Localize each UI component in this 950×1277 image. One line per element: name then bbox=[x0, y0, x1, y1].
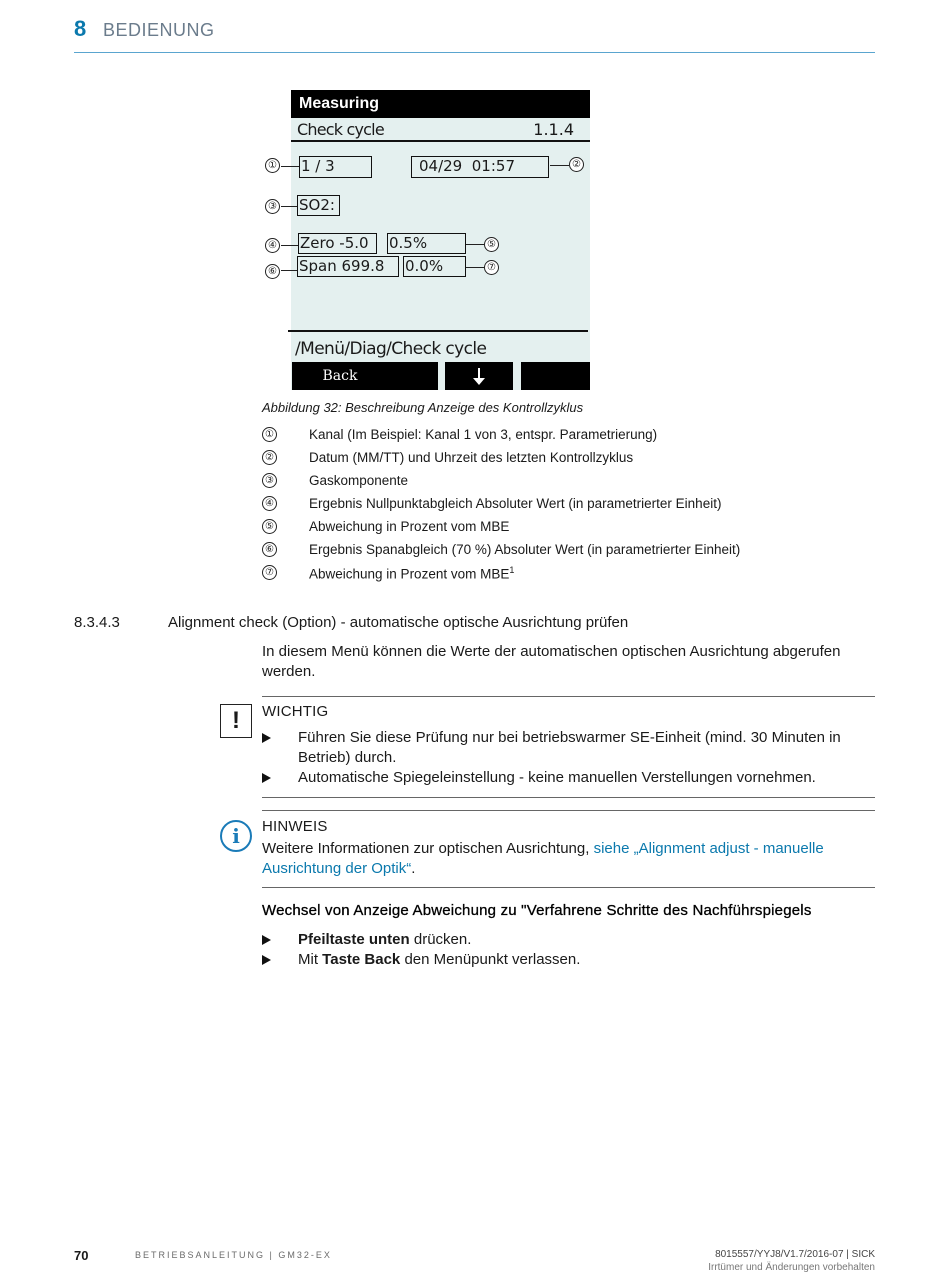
callout-1: ① bbox=[265, 158, 280, 173]
step-key: Taste Back bbox=[322, 951, 401, 968]
legend-text-main: Abweichung in Prozent vom MBE bbox=[309, 566, 510, 582]
steps-heading: Wechsel von Anzeige Abweichung zu "Verfahrene Schritte des Nachführspiegels bbox=[262, 902, 812, 919]
step-rest: den Menüpunkt verlassen. bbox=[400, 951, 581, 968]
figure-caption: Abbildung 32: Beschreibung Anzeige des Kontrollzyklus bbox=[262, 400, 584, 415]
legend-number: ④ bbox=[262, 496, 277, 511]
legend-item bbox=[262, 518, 882, 541]
divider bbox=[262, 797, 875, 798]
warning-icon: ! bbox=[220, 704, 252, 738]
footnote-marker: 1 bbox=[509, 565, 515, 575]
info-icon: i bbox=[220, 820, 252, 852]
step-item bbox=[262, 950, 875, 970]
span-value-box: Span 699.8 bbox=[297, 256, 399, 277]
bullet-arrow-icon bbox=[262, 773, 271, 783]
callout-2: ② bbox=[569, 157, 584, 172]
channel-box: 1 / 3 bbox=[299, 156, 372, 178]
arrow-down-icon bbox=[471, 367, 487, 387]
callout-line-6 bbox=[281, 270, 297, 271]
note-heading: HINWEIS bbox=[262, 818, 328, 835]
callout-line-3 bbox=[281, 206, 297, 207]
note-text-after: . bbox=[411, 860, 416, 877]
legend-number: ③ bbox=[262, 473, 277, 488]
footer-disclaimer: Irrtümer und Änderungen vorbehalten bbox=[708, 1262, 875, 1273]
legend-number: ⑤ bbox=[262, 519, 277, 534]
softkey-down bbox=[445, 362, 513, 390]
legend-number: ⑦ bbox=[262, 565, 277, 580]
display-menu-path: /Menü/Diag/Check cycle bbox=[288, 330, 588, 362]
note-text bbox=[262, 839, 875, 879]
step-text bbox=[298, 950, 875, 970]
bullet-arrow-icon bbox=[262, 935, 271, 945]
display-title: Measuring bbox=[291, 90, 590, 118]
step-key: Pfeiltaste unten bbox=[298, 931, 410, 948]
step-rest: drücken. bbox=[409, 931, 472, 948]
callout-6: ⑥ bbox=[265, 264, 280, 279]
callout-4: ④ bbox=[265, 238, 280, 253]
section-intro: In diesem Menü können die Werte der automatischen optischen Ausrichtung abgerufen werden. bbox=[262, 643, 841, 680]
figure-legend bbox=[262, 426, 882, 587]
display-subtitle: Check cycle bbox=[297, 120, 384, 139]
warning-heading: WICHTIG bbox=[262, 703, 329, 720]
legend-item bbox=[262, 495, 882, 518]
section-title: Alignment check (Option) - automatische optische Ausrichtung prüfen bbox=[168, 614, 629, 631]
step-item bbox=[262, 930, 875, 950]
display-menu-code: 1.1.4 bbox=[533, 120, 574, 139]
softkey-2 bbox=[369, 362, 438, 390]
chapter-number: 8 bbox=[74, 16, 87, 41]
callout-line-2 bbox=[550, 165, 569, 166]
divider bbox=[262, 810, 875, 811]
page-number: 70 bbox=[74, 1248, 89, 1263]
legend-text: Datum (MM/TT) und Uhrzeit des letzten Kontrollzyklus bbox=[309, 450, 634, 465]
callout-5: ⑤ bbox=[484, 237, 499, 252]
legend-number: ⑥ bbox=[262, 542, 277, 557]
legend-text: Gaskomponente bbox=[309, 473, 409, 488]
callout-line-7 bbox=[466, 267, 484, 268]
legend-item bbox=[262, 564, 882, 587]
device-display-figure bbox=[291, 90, 590, 390]
warning-item-text: Führen Sie diese Prüfung nur bei betriebswarmer SE-Einheit (mind. 30 Minuten in Betrieb) durch. bbox=[298, 729, 841, 766]
legend-text: Ergebnis Nullpunktabgleich Absoluter Wert (in parametrierter Einheit) bbox=[309, 496, 722, 511]
callout-7: ⑦ bbox=[484, 260, 499, 275]
callout-line-4 bbox=[281, 245, 298, 246]
legend-number: ① bbox=[262, 427, 277, 442]
divider bbox=[262, 696, 875, 697]
step-pre: Mit bbox=[298, 951, 323, 968]
step-text bbox=[298, 930, 875, 950]
legend-text: Abweichung in Prozent vom MBE bbox=[309, 519, 510, 534]
legend-text: Ergebnis Spanabgleich (70 %) Absoluter Wert (in parametrierter Einheit) bbox=[309, 542, 741, 557]
span-deviation-box: 0.0% bbox=[403, 256, 466, 277]
zero-deviation-box: 0.5% bbox=[387, 233, 466, 254]
chapter-header bbox=[74, 14, 875, 53]
document-reference: 8015557/YYJ8/V1.7/2016-07 | SICK bbox=[715, 1249, 875, 1260]
bullet-arrow-icon bbox=[262, 733, 271, 743]
note-text-before: Weitere Informationen zur optischen Ausrichtung, bbox=[262, 840, 594, 857]
note-link[interactable]: siehe „Alignment adjust - manuelle Ausrichtung der Optik“ bbox=[262, 840, 824, 877]
legend-item bbox=[262, 426, 882, 449]
softkey-back: Back bbox=[292, 362, 388, 390]
section-number: 8.3.4.3 bbox=[74, 614, 120, 631]
document-title: BETRIEBSANLEITUNG | GM32-EX bbox=[135, 1250, 332, 1260]
component-box: SO2: bbox=[297, 195, 340, 216]
legend-item bbox=[262, 541, 882, 564]
warning-item-text: Automatische Spiegeleinstellung - keine manuellen Verstellungen vornehmen. bbox=[298, 769, 816, 786]
softkey-4 bbox=[521, 362, 590, 390]
bullet-arrow-icon bbox=[262, 955, 271, 965]
legend-item bbox=[262, 449, 882, 472]
legend-number: ② bbox=[262, 450, 277, 465]
warning-item bbox=[262, 728, 875, 768]
callout-3: ③ bbox=[265, 199, 280, 214]
legend-text: Kanal (Im Beispiel: Kanal 1 von 3, entspr. Parametrierung) bbox=[309, 427, 658, 442]
chapter-title: BEDIENUNG bbox=[103, 20, 215, 40]
callout-line-1 bbox=[281, 166, 299, 167]
warning-item bbox=[262, 768, 875, 788]
legend-text bbox=[309, 565, 514, 582]
display-subtitle-bar bbox=[291, 118, 590, 142]
divider bbox=[262, 887, 875, 888]
zero-value-box: Zero -5.0 bbox=[298, 233, 377, 254]
legend-item bbox=[262, 472, 882, 495]
callout-line-5 bbox=[466, 244, 484, 245]
datetime-box: 04/29 01:57 bbox=[411, 156, 549, 178]
